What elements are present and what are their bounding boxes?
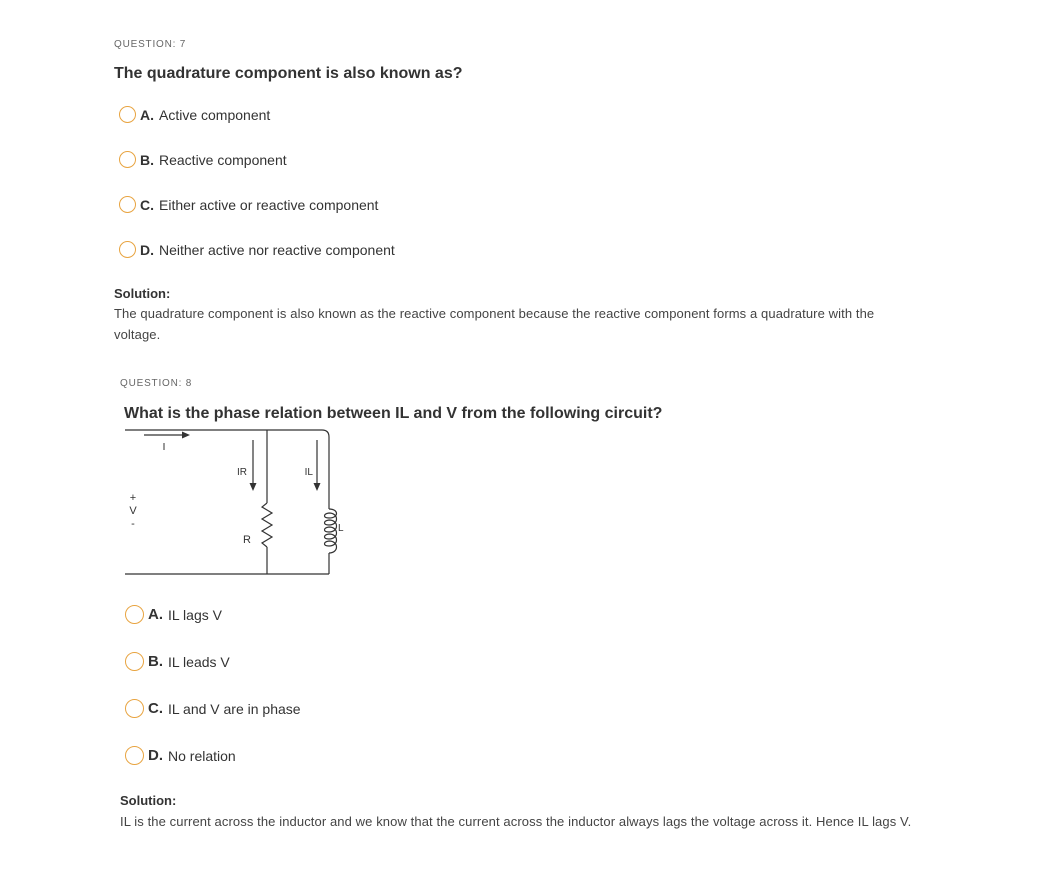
q7-option-c[interactable] bbox=[119, 196, 378, 213]
radio-icon[interactable] bbox=[125, 652, 144, 671]
q7-solution-text: The quadrature component is also known as the reactive component because the reactive component forms a quadrature with the voltage. bbox=[114, 306, 875, 342]
radio-icon[interactable] bbox=[125, 605, 144, 624]
option-text: IL and V are in phase bbox=[168, 700, 301, 717]
circuit-diagram bbox=[120, 425, 360, 585]
q8-option-d[interactable] bbox=[125, 746, 236, 765]
option-letter: D. bbox=[148, 747, 163, 764]
option-letter: D. bbox=[140, 241, 154, 258]
current-arrow-head bbox=[182, 432, 190, 439]
option-text: No relation bbox=[168, 747, 236, 764]
question-7-label: QUESTION: 7 bbox=[114, 39, 187, 50]
option-text: Reactive component bbox=[159, 151, 287, 168]
option-letter: C. bbox=[140, 196, 154, 213]
inductor-label: L bbox=[338, 523, 344, 534]
q8-solution-text: IL is the current across the inductor and we know that the current across the inductor always lags the voltage across it. Hence IL lags V. bbox=[120, 814, 912, 829]
option-text: Neither active nor reactive component bbox=[159, 241, 395, 258]
question-8-title: What is the phase relation between IL and V from the following circuit? bbox=[124, 405, 663, 422]
radio-icon[interactable] bbox=[125, 699, 144, 718]
option-letter: B. bbox=[148, 653, 163, 670]
option-letter: C. bbox=[148, 700, 163, 717]
q8-option-c[interactable] bbox=[125, 699, 301, 718]
radio-icon[interactable] bbox=[119, 196, 136, 213]
resistor-symbol bbox=[262, 503, 272, 547]
option-text: IL leads V bbox=[168, 653, 230, 670]
option-text: Either active or reactive component bbox=[159, 196, 379, 213]
option-letter: B. bbox=[140, 151, 154, 168]
minus-label: - bbox=[131, 518, 135, 530]
ir-label: IR bbox=[237, 467, 247, 478]
radio-icon[interactable] bbox=[119, 151, 136, 168]
inductor-symbol bbox=[325, 509, 337, 553]
v-label: V bbox=[129, 505, 137, 517]
radio-icon[interactable] bbox=[119, 106, 136, 123]
resistor-label: R bbox=[243, 534, 251, 546]
q7-solution-title: Solution: bbox=[114, 286, 171, 301]
q7-option-d[interactable] bbox=[119, 241, 395, 258]
plus-label: + bbox=[129, 492, 137, 504]
radio-icon[interactable] bbox=[119, 241, 136, 258]
q8-option-b[interactable] bbox=[125, 652, 230, 671]
q7-option-b[interactable] bbox=[119, 151, 287, 168]
top-wire bbox=[125, 430, 329, 443]
q8-option-a[interactable] bbox=[125, 605, 222, 624]
option-text: Active component bbox=[159, 106, 271, 123]
option-letter: A. bbox=[140, 106, 154, 123]
option-letter: A. bbox=[148, 606, 163, 623]
il-arrow-head bbox=[314, 483, 321, 491]
option-text: IL lags V bbox=[168, 606, 222, 623]
q8-solution-title: Solution: bbox=[120, 793, 177, 808]
q7-option-a[interactable] bbox=[119, 106, 270, 123]
il-label: IL bbox=[304, 467, 313, 478]
question-7-title: The quadrature component is also known as? bbox=[114, 65, 463, 82]
radio-icon[interactable] bbox=[125, 746, 144, 765]
ir-arrow-head bbox=[250, 483, 257, 491]
question-8-label: QUESTION: 8 bbox=[120, 378, 193, 389]
